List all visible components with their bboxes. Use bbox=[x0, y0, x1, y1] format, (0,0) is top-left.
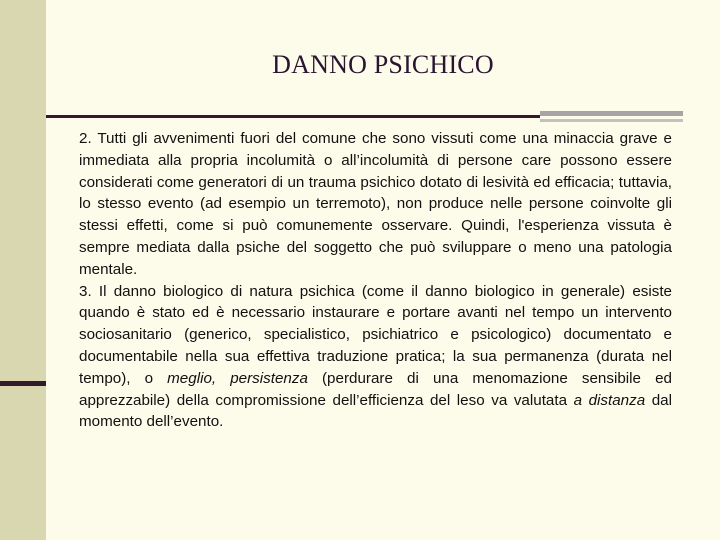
left-sidebar bbox=[0, 0, 46, 540]
paragraph-3-text-b: (perdurare di una menomazione sensibile ed apprezzabile) della compromissione dell’efficienza del leso va valutata bbox=[79, 369, 672, 409]
paragraph-3-text-c: dal momento dell’evento. bbox=[79, 391, 672, 431]
sidebar-accent-bar bbox=[0, 381, 46, 386]
paragraph-point-2: 2. Tutti gli avvenimenti fuori del comune che sono vissuti come una minaccia grave e immediata alla propria incolumità o all’incolumità di persone care possono essere considerati come generatori di un trauma psichico dotato di lesività ed efficacia; tuttavia, lo stesso evento (ad esempio un terremoto), non produce nelle persone coinvolte gli stessi effetti, come si può comunemente osservare. Quindi, l'esperienza vissuta è sempre mediata dalla psiche del soggetto che può sviluppare o meno una patologia mentale. bbox=[79, 130, 672, 278]
title-underline-grey-lower bbox=[540, 119, 683, 122]
paragraph-3-italic-b: a distanza bbox=[573, 391, 646, 409]
slide-body bbox=[79, 128, 672, 433]
title-underline-grey bbox=[540, 111, 683, 116]
title-underline-dark bbox=[46, 115, 540, 118]
slide-title: DANNO PSICHICO bbox=[272, 50, 494, 79]
paragraph-3-text-a: 3. Il danno biologico di natura psichica (come il danno biologico in generale) esiste quando è stato ed è necessario instaurare e portare avanti nel tempo un intervento sociosanitario (generico, specialistico, psichiatrico e psicologico) documentato e documentabile nella sua effettiva traduzione pratica; la sua permanenza (durata nel tempo), o bbox=[79, 282, 672, 387]
paragraph-3-italic-a: meglio, persistenza bbox=[167, 369, 308, 387]
paragraph-point-3 bbox=[79, 281, 672, 434]
